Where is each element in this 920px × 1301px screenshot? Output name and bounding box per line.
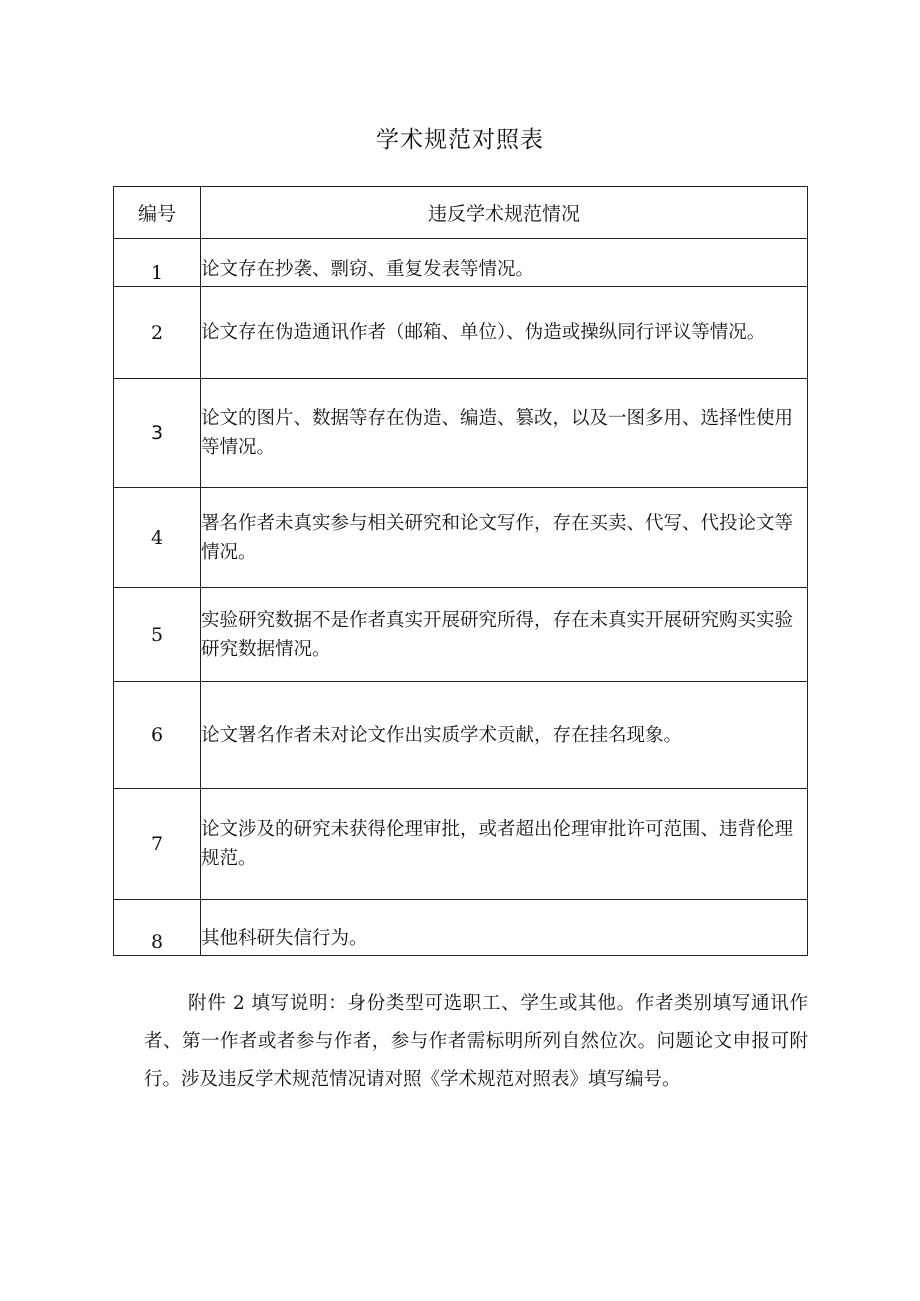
table-row [114, 239, 808, 287]
page-title: 学术规范对照表 [376, 127, 544, 153]
row-number: 2 [114, 287, 201, 379]
row-description: 论文存在伪造通讯作者（邮箱、单位）、伪造或操纵同行评议等情况。 [201, 287, 808, 379]
table-row [114, 588, 808, 682]
row-description: 署名作者未真实参与相关研究和论文写作，存在买卖、代写、代投论文等情况。 [201, 488, 808, 588]
row-number: 5 [114, 588, 201, 682]
row-number: 7 [114, 789, 201, 900]
table-row [114, 488, 808, 588]
row-description: 论文的图片、数据等存在伪造、编造、篡改，以及一图多用、选择性使用等情况。 [201, 379, 808, 488]
row-description: 实验研究数据不是作者真实开展研究所得，存在未真实开展研究购买实验研究数据情况。 [201, 588, 808, 682]
row-number: 4 [114, 488, 201, 588]
table-row [114, 682, 808, 789]
table-header-row [114, 187, 808, 239]
column-header-description: 违反学术规范情况 [201, 187, 808, 239]
row-description: 论文署名作者未对论文作出实质学术贡献，存在挂名现象。 [201, 682, 808, 789]
academic-norms-table [113, 186, 808, 956]
row-number: 3 [114, 379, 201, 488]
row-number: 8 [114, 900, 201, 956]
table-row [114, 789, 808, 900]
table-row [114, 379, 808, 488]
column-header-number: 编号 [114, 187, 201, 239]
table-row [114, 287, 808, 379]
filling-instructions: 附件 2 填写说明：身份类型可选职工、学生或其他。作者类别填写通讯作者、第一作者或者参与作者，参与作者需标明所列自然位次。问题论文申报可附行。涉及违反学术规范情况请对照《学术规范对照表》填写编号。 [144, 992, 808, 1090]
row-description: 论文涉及的研究未获得伦理审批，或者超出伦理审批许可范围、违背伦理规范。 [201, 789, 808, 900]
row-description: 论文存在抄袭、剽窃、重复发表等情况。 [201, 239, 808, 287]
row-description: 其他科研失信行为。 [201, 900, 808, 956]
row-number: 6 [114, 682, 201, 789]
row-number: 1 [114, 239, 201, 287]
table-row [114, 900, 808, 956]
